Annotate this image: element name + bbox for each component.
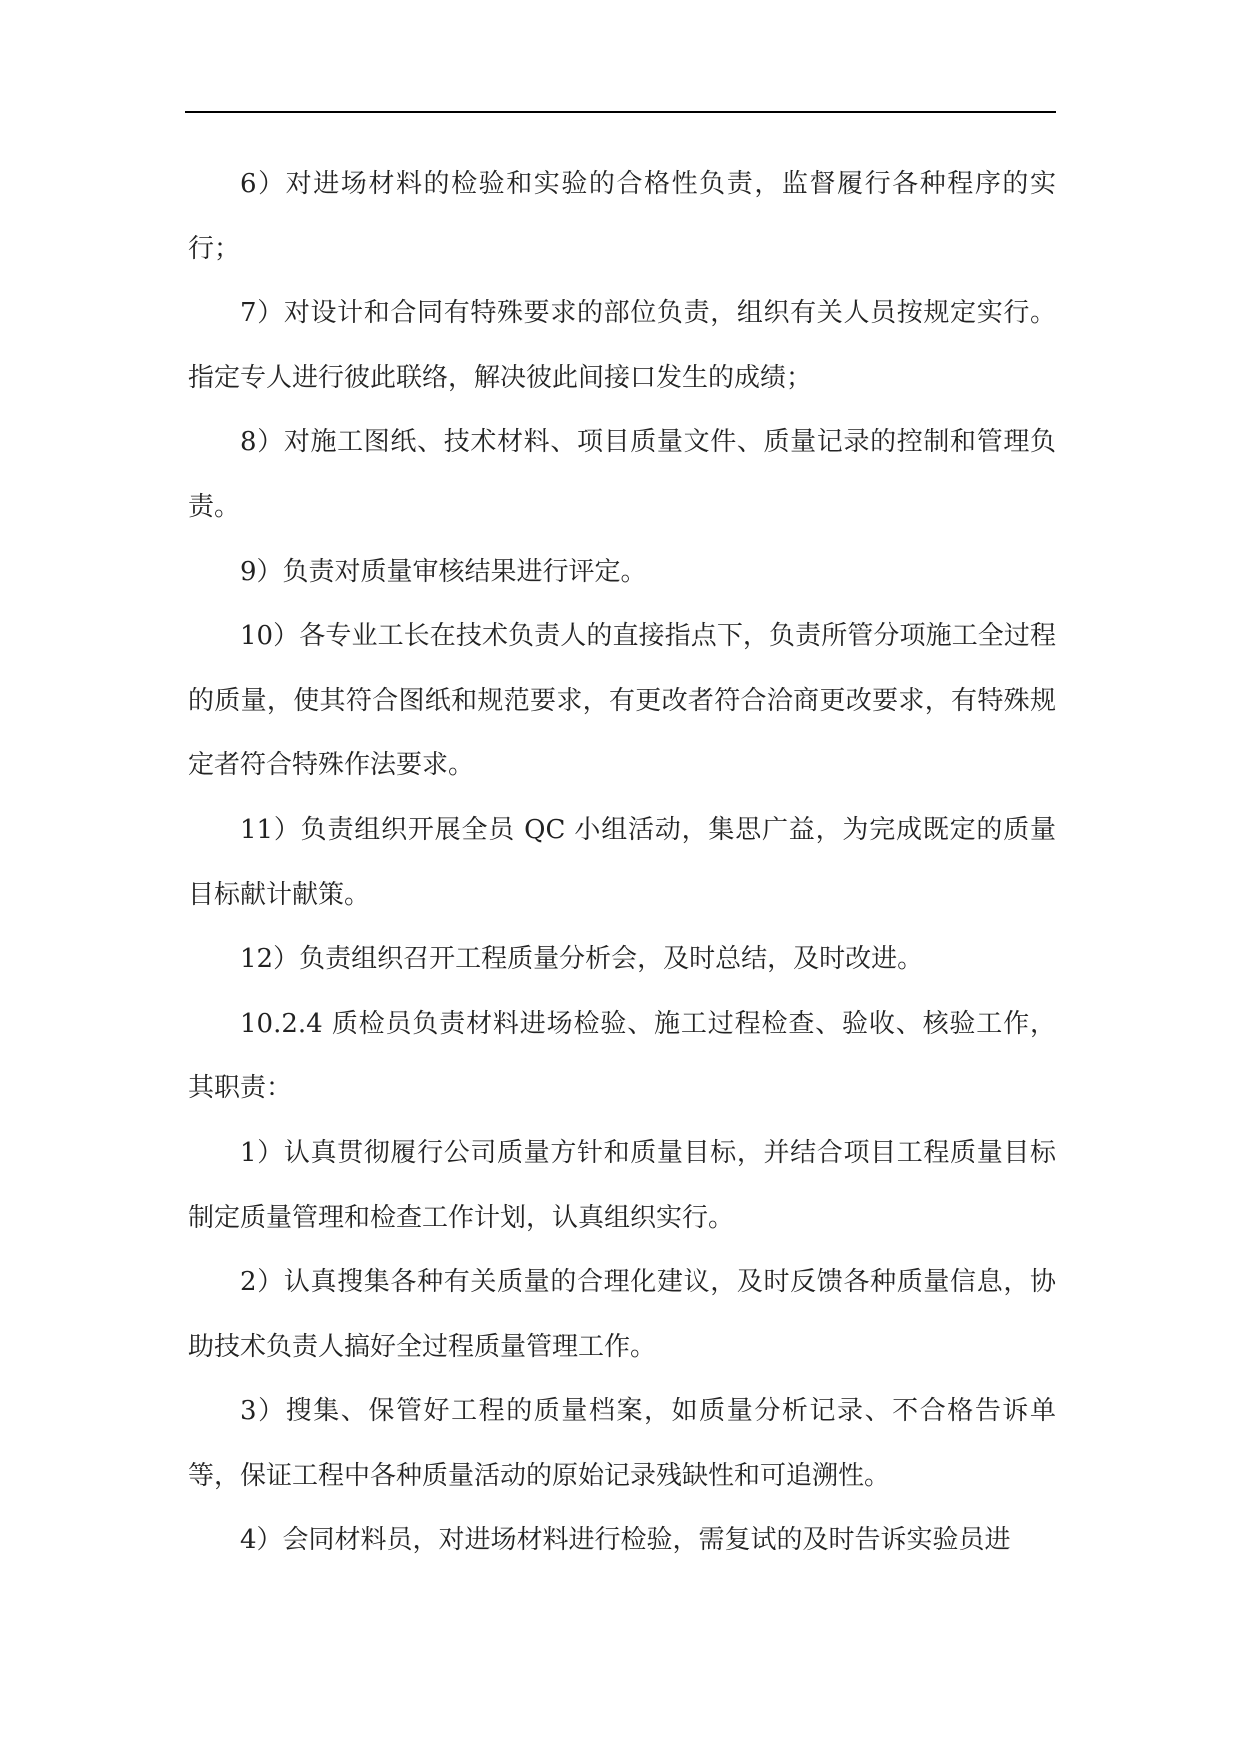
- paragraph: 8）对施工图纸、技术材料、项目质量文件、质量记录的控制和管理负责。: [188, 427, 1056, 522]
- paragraph: 10）各专业工长在技术负责人的直接指点下，负责所管分项施工全过程的质量，使其符合图纸和规范要求，有更改者符合洽商更改要求，有特殊规定者符合特殊作法要求。: [188, 621, 1056, 781]
- paragraph: 6）对进场材料的检验和实验的合格性负责，监督履行各种程序的实行；: [188, 169, 1056, 264]
- paragraph: 12）负责组织召开工程质量分析会，及时总结，及时改进。: [240, 944, 924, 975]
- paragraph: 1）认真贯彻履行公司质量方针和质量目标，并结合项目工程质量目标制定质量管理和检查工作计划，认真组织实行。: [188, 1137, 1056, 1233]
- header-rule: [185, 111, 1056, 113]
- paragraph: 9）负责对质量审核结果进行评定。: [240, 556, 647, 587]
- paragraph: 7）对设计和合同有特殊要求的部位负责，组织有关人员按规定实行。指定专人进行彼此联络，解决彼此间接口发生的成绩；: [188, 298, 1056, 393]
- document-body: [188, 152, 1056, 1573]
- paragraph: 2）认真搜集各种有关质量的合理化建议，及时反馈各种质量信息，协助技术负责人搞好全过程质量管理工作。: [188, 1267, 1056, 1362]
- paragraph: 4）会同材料员，对进场材料进行检验，需复试的及时告诉实验员进: [240, 1525, 1011, 1556]
- section-heading-paragraph: 10.2.4 质检员负责材料进场检验、施工过程检查、验收、核验工作，其职责：: [188, 1008, 1056, 1104]
- paragraph: 11）负责组织开展全员 QC 小组活动，集思广益，为完成既定的质量目标献计献策。: [188, 814, 1056, 910]
- paragraph: 3）搜集、保管好工程的质量档案，如质量分析记录、不合格告诉单等，保证工程中各种质量活动的原始记录残缺性和可追溯性。: [188, 1396, 1056, 1491]
